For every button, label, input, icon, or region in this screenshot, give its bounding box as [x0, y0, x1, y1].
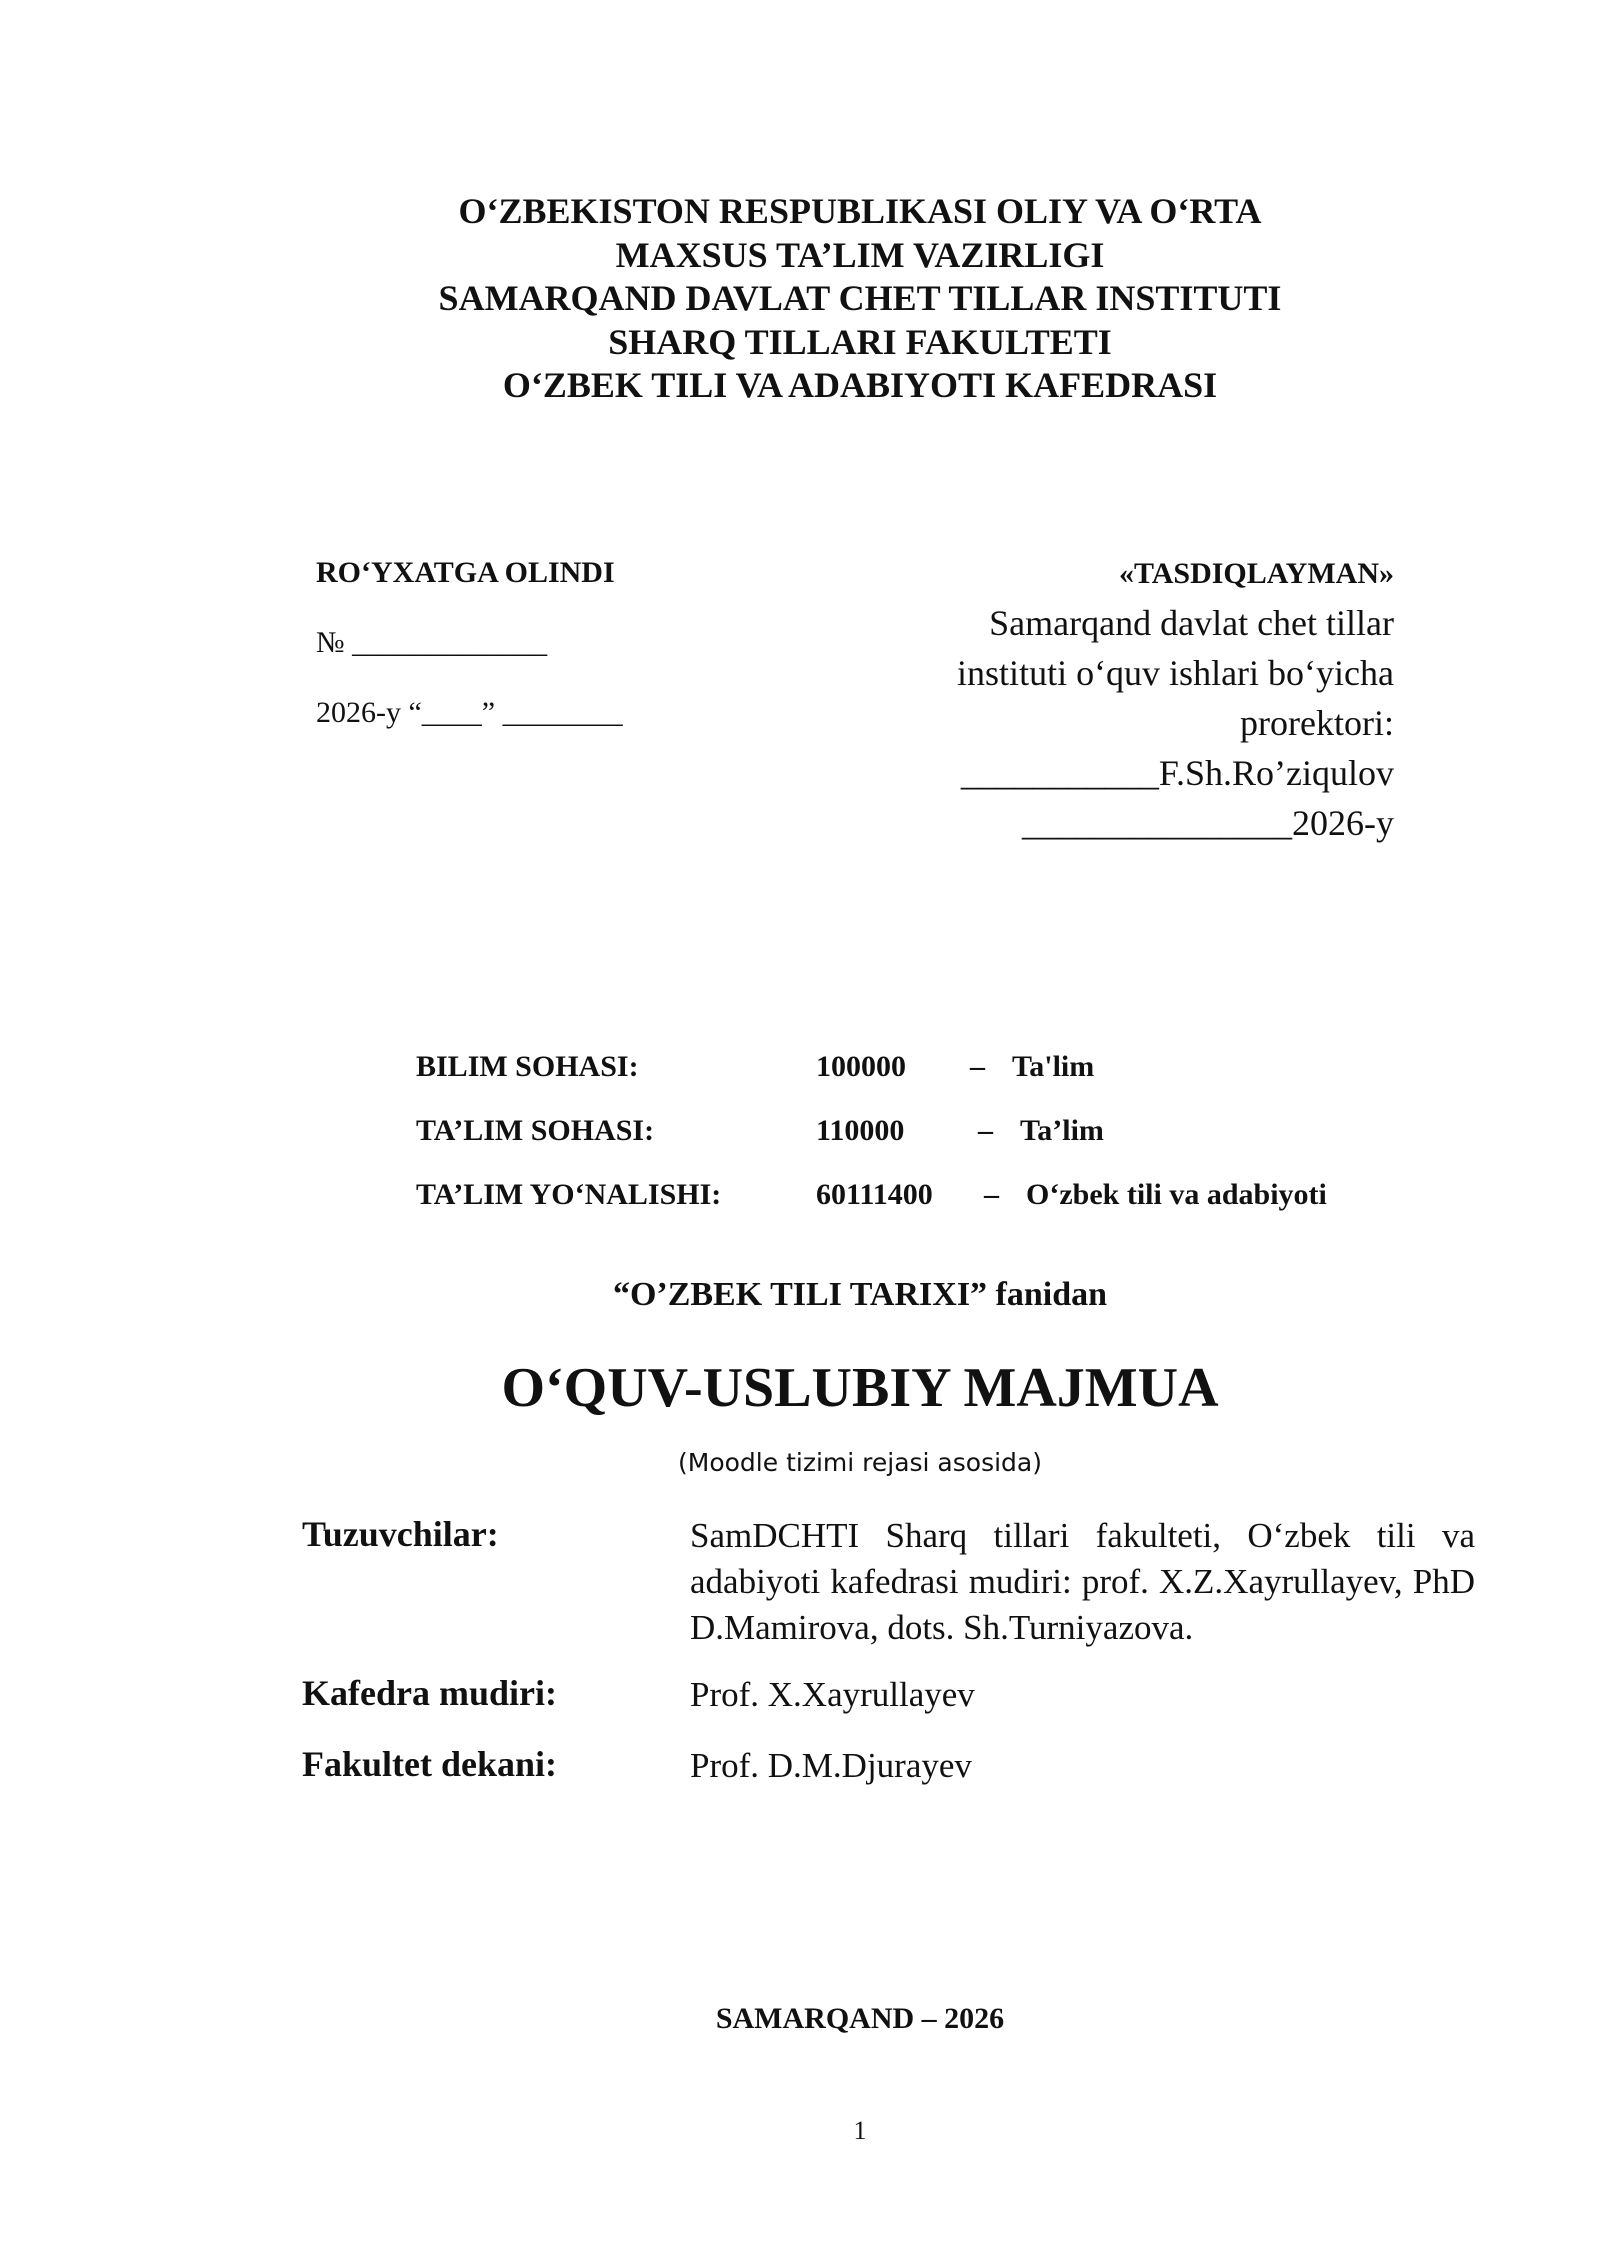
compilers-value: [690, 1513, 1475, 1651]
field-label-education-area: TA’LIM SOHASI:: [416, 1114, 655, 1147]
approval-line-position: instituti o‘quv ishlari bo‘yicha: [957, 653, 1394, 693]
approval-line-role: prorektori:: [1240, 703, 1394, 743]
field-code-knowledge-area: 100000: [816, 1050, 906, 1083]
page-number: 1: [853, 2116, 867, 2145]
header-line-faculty: SHARQ TILLARI FAKULTETI: [608, 321, 1112, 362]
field-value-education-area: Ta’lim: [1020, 1114, 1104, 1147]
subject-line: “O’ZBEK TILI TARIXI” fanidan: [612, 1276, 1108, 1313]
field-label-education-direction: TA’LIM YO‘NALISHI:: [416, 1178, 722, 1211]
approval-line-institute: Samarqand davlat chet tillar: [989, 603, 1394, 643]
document-header: [0, 190, 1600, 408]
field-value-knowledge-area: Ta'lim: [1012, 1050, 1095, 1083]
compilers-label: Tuzuvchilar:: [302, 1514, 499, 1554]
department-head-label: Kafedra mudiri:: [302, 1673, 557, 1713]
field-code-education-direction: 60111400: [816, 1178, 933, 1211]
registration-date-line: 2026-y “____” ________: [316, 696, 623, 729]
faculty-dean-value: Prof. D.M.Djurayev: [690, 1746, 972, 1785]
field-dash-education-area: –: [978, 1114, 993, 1147]
header-line-institute: SAMARQAND DAVLAT CHET TILLAR INSTITUTI: [438, 278, 1282, 318]
field-dash-knowledge-area: –: [970, 1050, 985, 1083]
field-label-knowledge-area: BILIM SOHASI:: [416, 1050, 639, 1083]
main-title: O‘QUV-USLUBIY MAJMUA: [501, 1357, 1219, 1419]
header-line-ministry: O‘ZBEKISTON RESPUBLIKASI OLIY VA O‘RTA: [458, 191, 1262, 231]
registration-number-line: № _____________: [316, 626, 548, 659]
approval-line-signature: ___________F.Sh.Ro’ziqulov: [960, 753, 1394, 793]
approval-block: [874, 556, 1394, 848]
field-value-education-direction: O‘zbek tili va adabiyoti: [1026, 1178, 1327, 1211]
registration-title: RO‘YXATGA OLINDI: [316, 556, 615, 589]
city-year: SAMARQAND – 2026: [715, 2002, 1005, 2035]
faculty-dean-label: Fakultet dekani:: [302, 1744, 558, 1784]
header-line-department: O‘ZBEK TILI VA ADABIYOTI KAFEDRASI: [502, 365, 1218, 405]
field-code-education-area: 110000: [816, 1114, 905, 1147]
approval-line-date: _______________2026-y: [1022, 803, 1394, 843]
department-head-value: Prof. X.Xayrullayev: [690, 1675, 975, 1714]
compilers-text: SamDCHTI Sharq tillari fakulteti, O‘zbek tili va adabiyoti kafedrasi mudiri: prof. X.Z.Xayrullayev, PhD D.Mamirova, dots. Sh.Turniyazova.: [690, 1516, 1475, 1647]
moodle-note: (Moodle tizimi rejasi asosida): [678, 1448, 1042, 1477]
approval-title: «TASDIQLAYMAN»: [1118, 557, 1394, 590]
header-line-ministry-cont: MAXSUS TA’LIM VAZIRLIGI: [615, 234, 1105, 275]
field-dash-education-direction: –: [984, 1178, 999, 1211]
